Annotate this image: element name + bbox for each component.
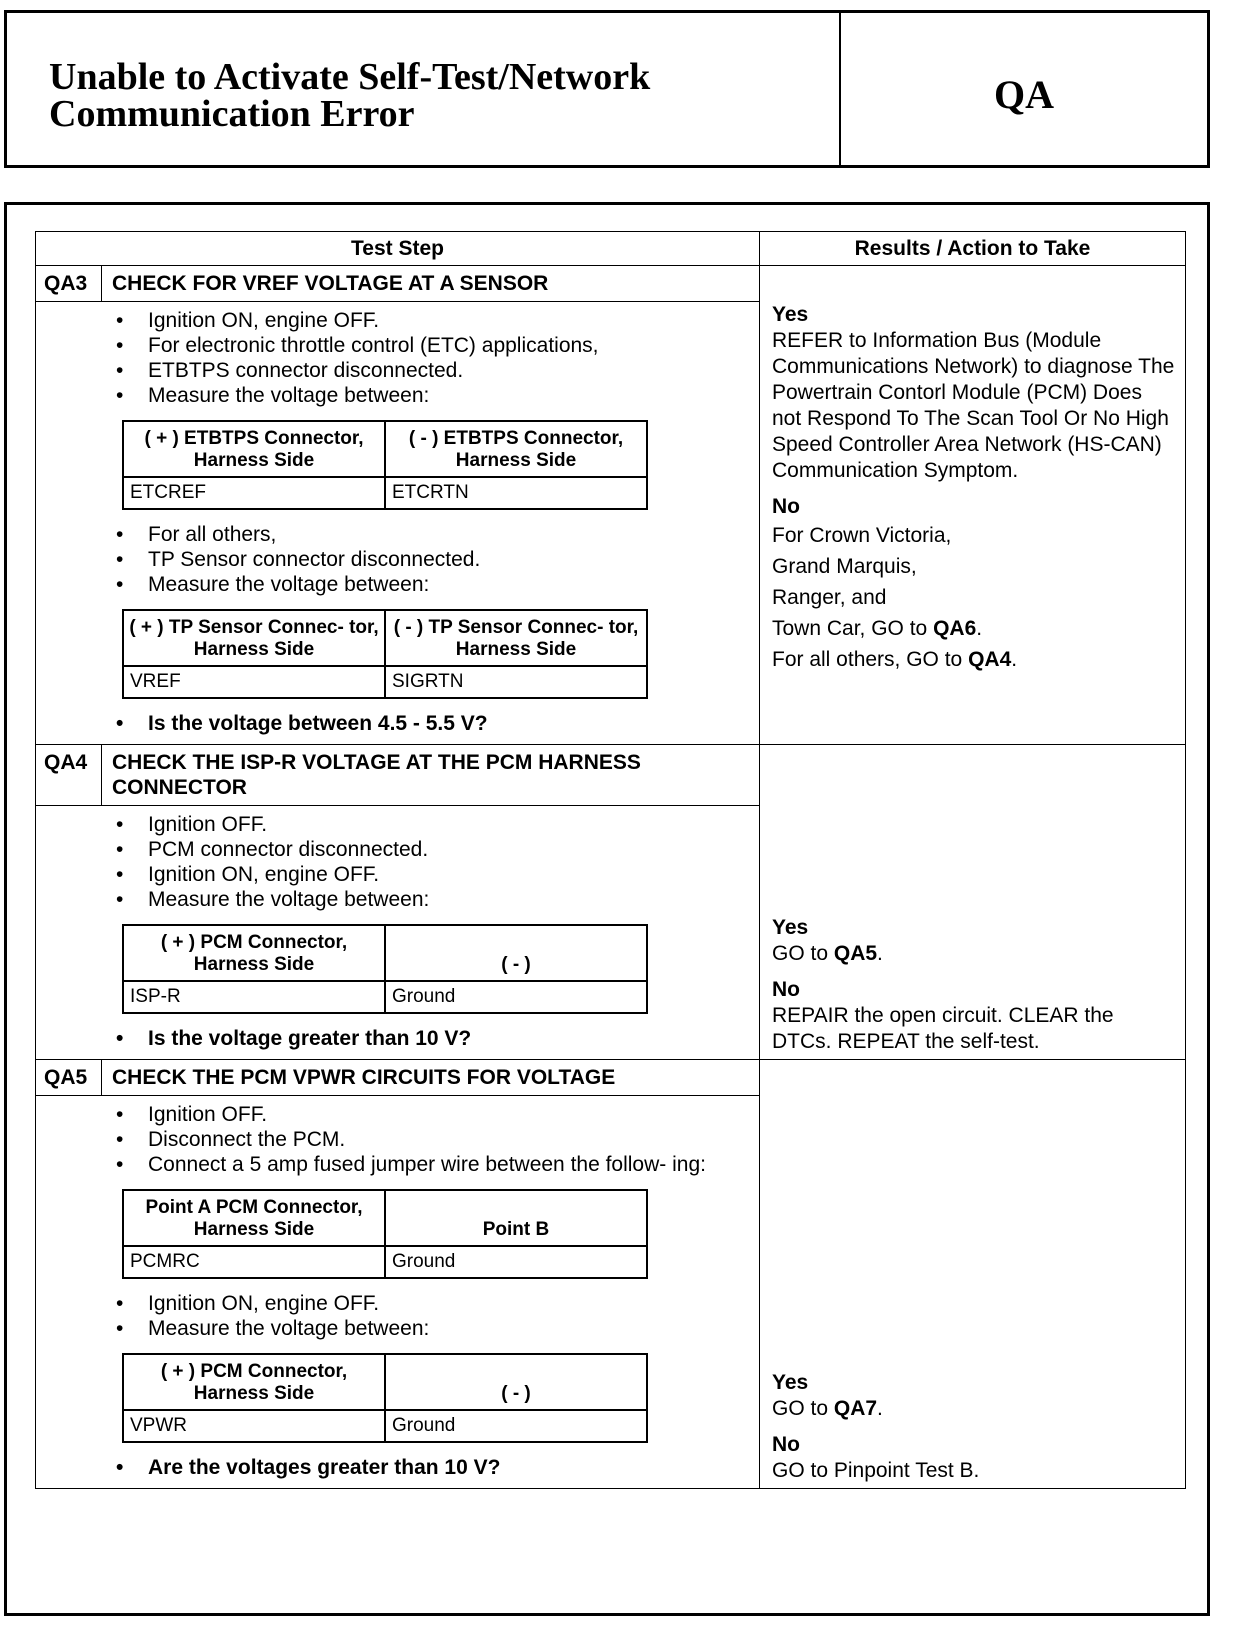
- qa3-no-line-4: Town Car, GO to QA6.: [772, 617, 983, 640]
- qa3-no-line-5: For all others, GO to QA4.: [772, 648, 1018, 671]
- point-a-header: Point A PCM Connector, Harness Side: [123, 1190, 385, 1246]
- qa5-question: • Are the voltages greater than 10 V?: [36, 1455, 749, 1480]
- point-b-header: Point B: [385, 1190, 647, 1246]
- section-code: QA: [994, 72, 1054, 117]
- vpwr-positive-header: ( + ) PCM Connector, Harness Side: [123, 1354, 385, 1410]
- list-item: • Ignition ON, engine OFF.: [36, 308, 749, 333]
- qa6-link[interactable]: QA6: [933, 617, 977, 640]
- page-header: [4, 10, 1210, 168]
- qa4-question: • Is the voltage greater than 10 V?: [36, 1026, 749, 1051]
- list-item: • Ignition ON, engine OFF.: [36, 862, 749, 887]
- etbtps-positive-header: ( + ) ETBTPS Connector, Harness Side: [123, 421, 385, 477]
- vpwr-negative-value: Ground: [385, 1410, 647, 1442]
- results-header: Results / Action to Take: [760, 232, 1186, 266]
- content-frame: [4, 202, 1210, 1616]
- qa3-etbtps-table: [122, 420, 648, 510]
- page-title: [7, 13, 841, 165]
- qa5-no-label: No: [772, 1433, 800, 1456]
- qa5-title-row: [36, 1060, 1186, 1096]
- list-item: • Measure the voltage between:: [36, 1316, 749, 1341]
- list-item: • ETBTPS connector disconnected.: [36, 358, 749, 383]
- tp-negative-value: SIGRTN: [385, 666, 647, 698]
- qa5-link[interactable]: QA5: [833, 942, 878, 965]
- list-item: • Ignition OFF.: [36, 812, 749, 837]
- qa5-id: QA5: [36, 1060, 102, 1096]
- qa3-question: • Is the voltage between 4.5 - 5.5 V?: [36, 711, 749, 736]
- qa5-jumper-table: [122, 1189, 648, 1279]
- qa3-no-line-4-text: Town Car, GO to: [772, 617, 934, 640]
- etbtps-negative-header: ( - ) ETBTPS Connector, Harness Side: [385, 421, 647, 477]
- list-item: • For electronic throttle control (ETC) applications,: [36, 333, 749, 358]
- qa3-no-line-1: For Crown Victoria,: [772, 524, 952, 547]
- list-item: • Measure the voltage between:: [36, 383, 749, 408]
- qa3-body: [36, 302, 760, 745]
- etbtps-positive-value: ETCREF: [123, 477, 385, 509]
- qa4-results: [760, 745, 1186, 1060]
- qa3-no-line-2: Grand Marquis,: [772, 555, 917, 578]
- tp-positive-header: ( + ) TP Sensor Connec- tor, Harness Side: [123, 610, 385, 666]
- list-item: • Measure the voltage between:: [36, 572, 749, 597]
- vpwr-positive-value: VPWR: [123, 1410, 385, 1442]
- pinpoint-test-table: [35, 231, 1186, 1489]
- pcm-positive-header: ( + ) PCM Connector, Harness Side: [123, 925, 385, 981]
- list-item: • Ignition ON, engine OFF.: [36, 1291, 749, 1316]
- qa4-yes-label: Yes: [772, 916, 809, 939]
- qa5-vpwr-table: [122, 1353, 648, 1443]
- qa5-results: [760, 1060, 1186, 1489]
- list-item: • Connect a 5 amp fused jumper wire between the follow- ing:: [36, 1152, 749, 1177]
- qa4-yes-text: GO to: [772, 942, 834, 965]
- qa3-results: [760, 266, 1186, 745]
- qa7-link[interactable]: QA7: [833, 1397, 878, 1420]
- list-item: • Measure the voltage between:: [36, 887, 749, 912]
- list-item: • Ignition OFF.: [36, 1102, 749, 1127]
- tp-negative-header: ( - ) TP Sensor Connec- tor, Harness Side: [385, 610, 647, 666]
- qa3-tp-sensor-table: [122, 609, 648, 699]
- qa3-yes-text: REFER to Information Bus (Module Communications Network) to diagnose The Powertrain Contorl Module (PCM) Does not Respond To The Scan Tool Or No High Speed Controller Area Network (HS-CAN) Communication Symptom.: [772, 329, 1175, 482]
- qa5-yes-line: GO to QA7.: [772, 1397, 883, 1420]
- test-step-header: Test Step: [36, 232, 760, 266]
- qa4-id: QA4: [36, 745, 102, 806]
- qa4-title-row: [36, 745, 1186, 806]
- title-line-1: Unable to Activate Self-Test/Network: [49, 56, 651, 98]
- point-b-value: Ground: [385, 1246, 647, 1278]
- tp-positive-value: VREF: [123, 666, 385, 698]
- point-a-value: PCMRC: [123, 1246, 385, 1278]
- list-item: • PCM connector disconnected.: [36, 837, 749, 862]
- qa3-no-line-3: Ranger, and: [772, 586, 887, 609]
- pcm-negative-value: Ground: [385, 981, 647, 1013]
- vpwr-negative-header: ( - ): [385, 1354, 647, 1410]
- column-header-row: [36, 232, 1186, 266]
- etbtps-negative-value: ETCRTN: [385, 477, 647, 509]
- qa4-no-label: No: [772, 978, 800, 1001]
- qa5-title: CHECK THE PCM VPWR CIRCUITS FOR VOLTAGE: [102, 1060, 760, 1096]
- qa3-id: QA3: [36, 266, 102, 302]
- list-item: • TP Sensor connector disconnected.: [36, 547, 749, 572]
- qa3-title: CHECK FOR VREF VOLTAGE AT A SENSOR: [102, 266, 760, 302]
- qa4-link[interactable]: QA4: [968, 648, 1012, 671]
- qa5-body: [36, 1096, 760, 1489]
- qa5-no-text: GO to Pinpoint Test B.: [772, 1459, 980, 1482]
- qa4-body: [36, 806, 760, 1060]
- qa3-title-row: [36, 266, 1186, 302]
- list-item: • Disconnect the PCM.: [36, 1127, 749, 1152]
- qa4-yes-line: GO to QA5.: [772, 942, 883, 965]
- pcm-positive-value: ISP-R: [123, 981, 385, 1013]
- qa3-no-label: No: [772, 495, 800, 518]
- qa5-yes-label: Yes: [772, 1371, 809, 1394]
- qa5-yes-text: GO to: [772, 1397, 834, 1420]
- qa4-title: CHECK THE ISP-R VOLTAGE AT THE PCM HARNESS CONNECTOR: [102, 745, 760, 806]
- qa4-no-text: REPAIR the open circuit. CLEAR the DTCs. REPEAT the self-test.: [772, 1004, 1114, 1053]
- pcm-negative-header: ( - ): [385, 925, 647, 981]
- title-line-2: Communication Error: [49, 93, 415, 135]
- qa3-no-line-5-text: For all others, GO to: [772, 648, 969, 671]
- qa3-yes-label: Yes: [772, 303, 809, 326]
- qa4-pcm-table: [122, 924, 648, 1014]
- list-item: • For all others,: [36, 522, 749, 547]
